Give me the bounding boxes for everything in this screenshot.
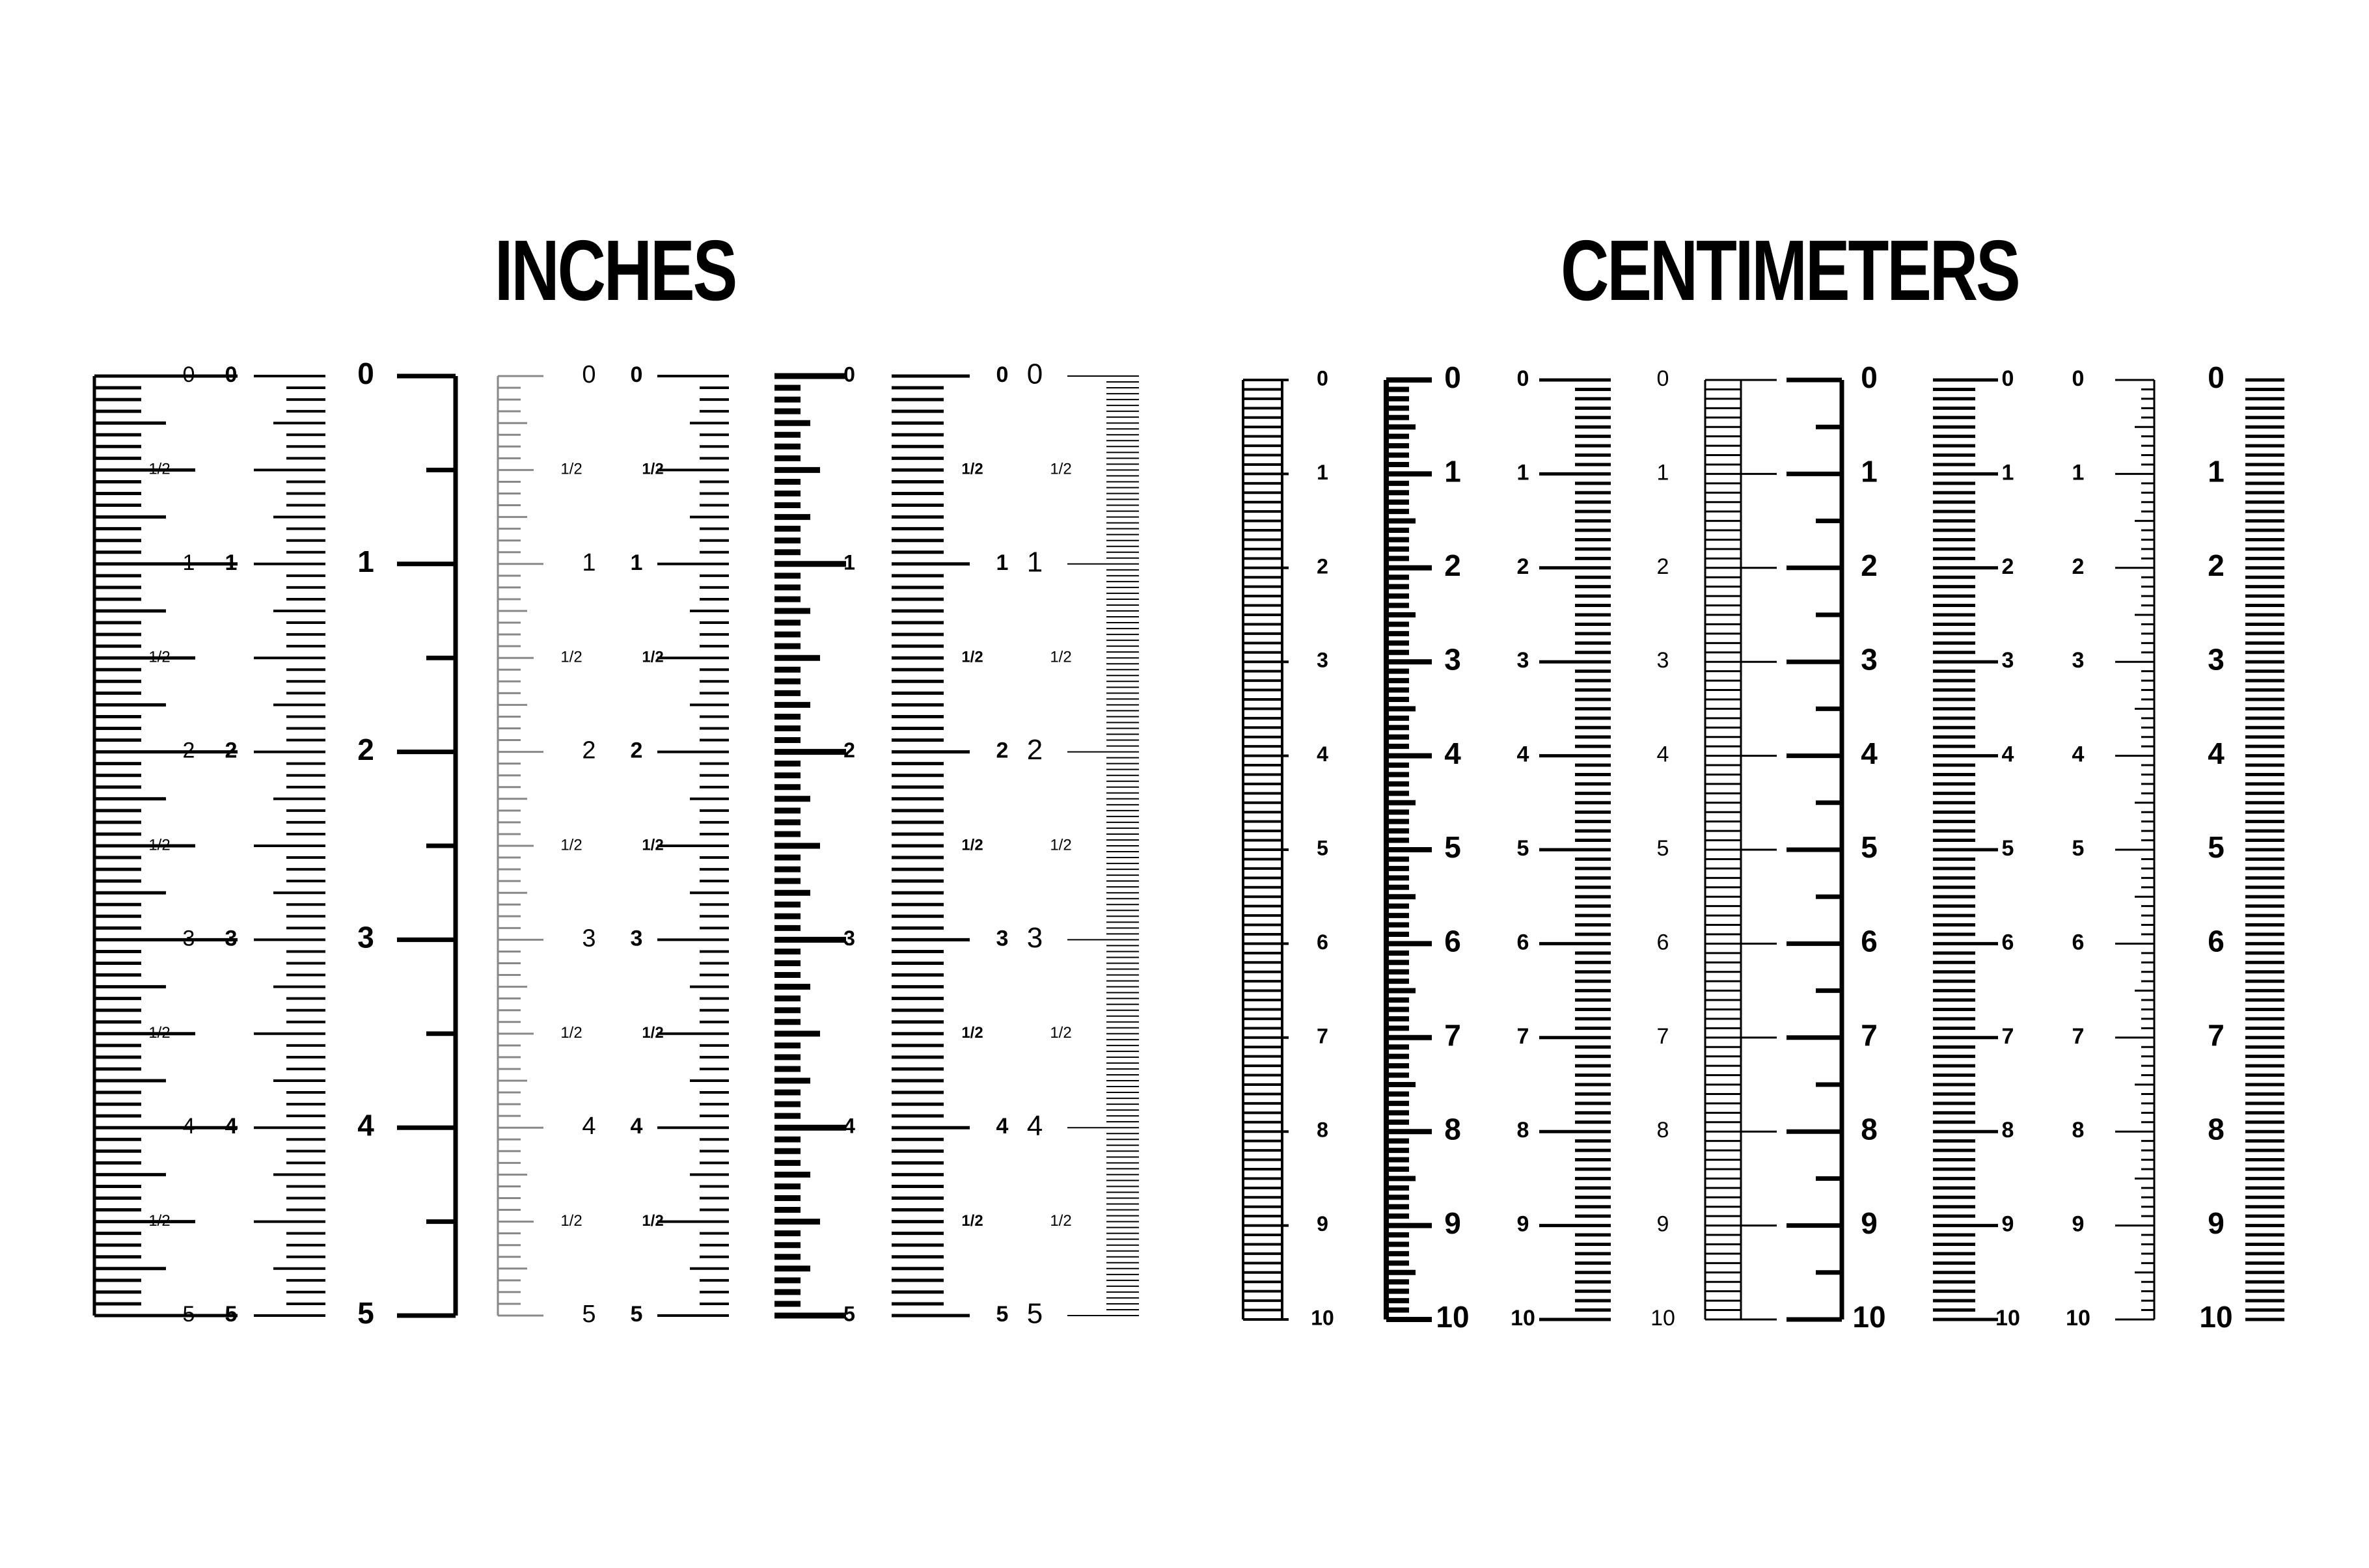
cm-label-0: 0 (2001, 366, 2014, 391)
cm-label-4: 4 (2208, 736, 2225, 770)
inch-label-1: 1 (843, 550, 855, 574)
cm-label-9: 9 (1317, 1212, 1328, 1236)
cm-label-9: 9 (2208, 1206, 2225, 1240)
cm-label-7: 7 (2001, 1023, 2014, 1049)
cm-label-10: 10 (1852, 1300, 1886, 1334)
half-inch-label: 1/2 (148, 836, 171, 854)
cm-label-3: 3 (2208, 642, 2225, 677)
cm-label-0: 0 (1444, 360, 1461, 395)
half-inch-label: 1/2 (642, 1211, 664, 1230)
cm-label-4: 4 (1656, 742, 1669, 767)
half-inch-label: 1/2 (148, 648, 171, 666)
cm-label-3: 3 (1317, 648, 1328, 672)
cm-label-8: 8 (1656, 1118, 1669, 1143)
cm-label-2: 2 (1516, 554, 1529, 579)
inch-ruler-3 (357, 357, 456, 1330)
cm-label-8: 8 (2072, 1118, 2085, 1143)
half-inch-label: 1/2 (1050, 1024, 1072, 1042)
inch-label-3: 3 (357, 920, 374, 954)
half-inch-label: 1/2 (560, 1211, 582, 1230)
cm-label-5: 5 (1317, 836, 1328, 860)
half-inch-label: 1/2 (1050, 460, 1072, 478)
cm-label-8: 8 (2001, 1118, 2014, 1143)
half-inch-label: 1/2 (148, 460, 171, 478)
inch-label-5: 5 (225, 1301, 238, 1327)
cm-label-8: 8 (1516, 1118, 1529, 1143)
inch-label-2: 2 (630, 738, 643, 763)
cm-label-1: 1 (1516, 460, 1529, 485)
inch-ruler-2 (225, 362, 325, 1327)
cm-label-9: 9 (2001, 1211, 2014, 1237)
half-inch-label: 1/2 (961, 1211, 983, 1230)
cm-label-5: 5 (1861, 830, 1878, 865)
cm-label-6: 6 (2001, 930, 2014, 955)
cm-label-0: 0 (2208, 360, 2225, 395)
inch-label-3: 3 (225, 926, 238, 951)
cm-label-5: 5 (1516, 835, 1529, 861)
cm-label-3: 3 (2001, 648, 2014, 673)
cm-label-5: 5 (1656, 835, 1669, 861)
cm-label-7: 7 (1656, 1023, 1669, 1049)
half-inch-label: 1/2 (148, 1211, 171, 1230)
inch-label-2: 2 (225, 738, 238, 763)
cm-label-2: 2 (2208, 548, 2225, 582)
half-inch-label: 1/2 (560, 1024, 582, 1042)
half-inch-label: 1/2 (1050, 836, 1072, 854)
inch-ruler-1 (94, 362, 238, 1327)
half-inch-label: 1/2 (148, 1024, 171, 1042)
inch-label-0: 0 (996, 362, 1009, 387)
inch-label-1: 1 (630, 550, 643, 575)
cm-label-3: 3 (1861, 642, 1878, 677)
cm-label-0: 0 (1516, 366, 1529, 391)
half-inch-label: 1/2 (961, 460, 983, 478)
half-inch-label: 1/2 (560, 460, 582, 478)
inch-label-4: 4 (582, 1113, 596, 1141)
cm-label-5: 5 (2072, 835, 2085, 861)
cm-ruler-1 (1243, 366, 1334, 1329)
cm-label-8: 8 (1444, 1112, 1461, 1146)
inch-label-0: 0 (357, 357, 374, 391)
cm-label-8: 8 (2208, 1112, 2225, 1146)
cm-label-6: 6 (1656, 930, 1669, 955)
cm-ruler-4 (1650, 366, 1777, 1331)
inch-label-3: 3 (1026, 922, 1043, 954)
inch-label-0: 0 (182, 362, 195, 387)
cm-label-6: 6 (1444, 924, 1461, 958)
inch-ruler-5 (631, 362, 729, 1327)
cm-label-10: 10 (1511, 1305, 1535, 1331)
cm-label-6: 6 (2072, 930, 2085, 955)
half-inch-label: 1/2 (642, 836, 664, 854)
cm-label-0: 0 (1656, 366, 1669, 391)
inch-label-4: 4 (225, 1114, 238, 1139)
inch-label-5: 5 (630, 1301, 643, 1327)
cm-label-1: 1 (1444, 454, 1461, 489)
inch-label-1: 1 (182, 550, 195, 575)
cm-label-4: 4 (1861, 736, 1878, 770)
cm-label-7: 7 (2072, 1023, 2085, 1049)
cm-label-1: 1 (1861, 454, 1878, 489)
cm-label-7: 7 (1444, 1018, 1461, 1052)
cm-label-2: 2 (1861, 548, 1878, 582)
cm-label-10: 10 (1650, 1305, 1675, 1331)
cm-label-6: 6 (1861, 924, 1878, 958)
cm-label-9: 9 (1861, 1206, 1878, 1240)
cm-label-6: 6 (2208, 924, 2225, 958)
inch-label-1: 1 (582, 548, 596, 576)
cm-label-4: 4 (2001, 742, 2014, 767)
cm-label-0: 0 (2072, 366, 2085, 391)
inch-label-5: 5 (1026, 1297, 1043, 1330)
cm-label-1: 1 (2072, 460, 2085, 485)
cm-label-9: 9 (1444, 1206, 1461, 1240)
inch-label-1: 1 (1026, 546, 1043, 578)
half-inch-label: 1/2 (961, 1024, 983, 1042)
cm-label-0: 0 (1317, 366, 1328, 390)
cm-label-10: 10 (2199, 1300, 2233, 1334)
cm-label-7: 7 (2208, 1018, 2225, 1052)
inch-label-2: 2 (582, 737, 596, 764)
inch-label-2: 2 (996, 738, 1009, 763)
cm-label-1: 1 (1317, 460, 1328, 484)
cm-ruler-3 (1511, 366, 1611, 1331)
half-inch-label: 1/2 (1050, 648, 1072, 666)
inch-label-1: 1 (225, 550, 238, 575)
cm-label-1: 1 (2208, 454, 2225, 489)
cm-label-9: 9 (2072, 1211, 2085, 1237)
cm-ruler-7 (2066, 366, 2154, 1331)
cm-label-2: 2 (2072, 554, 2085, 579)
cm-ruler-2 (1386, 360, 1470, 1334)
inch-label-4: 4 (630, 1114, 643, 1139)
inch-ruler-4 (498, 361, 596, 1328)
inch-label-3: 3 (996, 926, 1009, 951)
cm-label-8: 8 (1861, 1112, 1878, 1146)
half-inch-label: 1/2 (642, 460, 664, 478)
inch-label-2: 2 (357, 732, 374, 766)
inch-label-0: 0 (225, 362, 238, 387)
cm-label-5: 5 (2208, 830, 2225, 865)
inch-ruler-8 (1027, 358, 1139, 1330)
inch-label-4: 4 (357, 1108, 374, 1142)
cm-label-7: 7 (1861, 1018, 1878, 1052)
cm-label-4: 4 (1516, 742, 1529, 767)
cm-ruler-6 (1933, 366, 2020, 1331)
cm-label-10: 10 (2066, 1305, 2090, 1331)
cm-label-2: 2 (1317, 554, 1328, 578)
inch-label-2: 2 (843, 738, 855, 763)
cm-label-7: 7 (1516, 1023, 1529, 1049)
cm-label-10: 10 (1995, 1305, 2020, 1331)
half-inch-label: 1/2 (1050, 1211, 1072, 1230)
half-inch-label: 1/2 (642, 1024, 664, 1042)
cm-ruler-8 (2199, 360, 2284, 1334)
inch-label-3: 3 (630, 926, 643, 951)
inch-label-2: 2 (182, 738, 195, 763)
inch-ruler-6 (774, 362, 855, 1325)
half-inch-label: 1/2 (642, 648, 664, 666)
cm-label-5: 5 (1444, 830, 1461, 865)
inch-label-1: 1 (996, 550, 1009, 575)
inch-label-4: 4 (182, 1114, 195, 1139)
cm-label-4: 4 (1444, 736, 1461, 770)
cm-label-1: 1 (1656, 460, 1669, 485)
inch-label-4: 4 (1026, 1109, 1043, 1142)
cm-label-2: 2 (1656, 554, 1669, 579)
inch-label-1: 1 (357, 544, 374, 578)
cm-label-5: 5 (2001, 835, 2014, 861)
cm-label-7: 7 (1317, 1024, 1328, 1048)
inch-label-4: 4 (996, 1114, 1009, 1139)
inch-label-3: 3 (182, 926, 195, 951)
inch-label-3: 3 (843, 926, 855, 950)
inch-label-0: 0 (582, 361, 596, 389)
cm-label-2: 2 (2001, 554, 2014, 579)
cm-label-3: 3 (1516, 648, 1529, 673)
cm-label-8: 8 (1317, 1118, 1328, 1142)
inch-label-2: 2 (1026, 734, 1043, 766)
cm-label-0: 0 (1861, 360, 1878, 395)
cm-label-6: 6 (1317, 930, 1328, 954)
cm-label-9: 9 (1516, 1211, 1529, 1237)
half-inch-label: 1/2 (560, 836, 582, 854)
inch-label-3: 3 (582, 925, 596, 953)
cm-label-9: 9 (1656, 1211, 1669, 1237)
half-inch-label: 1/2 (560, 648, 582, 666)
inch-label-0: 0 (1026, 358, 1043, 390)
cm-label-3: 3 (1444, 642, 1461, 677)
inch-label-5: 5 (996, 1301, 1009, 1327)
inches-heading: INCHES (494, 223, 736, 318)
cm-ruler-5 (1787, 360, 1886, 1334)
half-inch-label: 1/2 (961, 648, 983, 666)
cm-label-4: 4 (1317, 742, 1328, 766)
inch-label-5: 5 (357, 1296, 374, 1331)
cm-label-4: 4 (2072, 742, 2085, 767)
cm-label-10: 10 (1311, 1306, 1334, 1330)
cm-label-10: 10 (1436, 1300, 1470, 1334)
inch-label-5: 5 (182, 1301, 195, 1327)
inch-label-5: 5 (843, 1302, 855, 1326)
cm-label-1: 1 (2001, 460, 2014, 485)
cm-label-3: 3 (1656, 648, 1669, 673)
half-inch-label: 1/2 (961, 836, 983, 854)
inch-label-0: 0 (843, 362, 855, 386)
centimeters-heading: CENTIMETERS (1561, 223, 2019, 318)
inch-ruler-7 (892, 362, 1009, 1327)
cm-label-6: 6 (1516, 930, 1529, 955)
cm-label-3: 3 (2072, 648, 2085, 673)
inch-label-4: 4 (843, 1114, 855, 1138)
cm-label-2: 2 (1444, 548, 1461, 582)
inch-label-5: 5 (582, 1301, 596, 1329)
inch-label-0: 0 (630, 362, 643, 387)
